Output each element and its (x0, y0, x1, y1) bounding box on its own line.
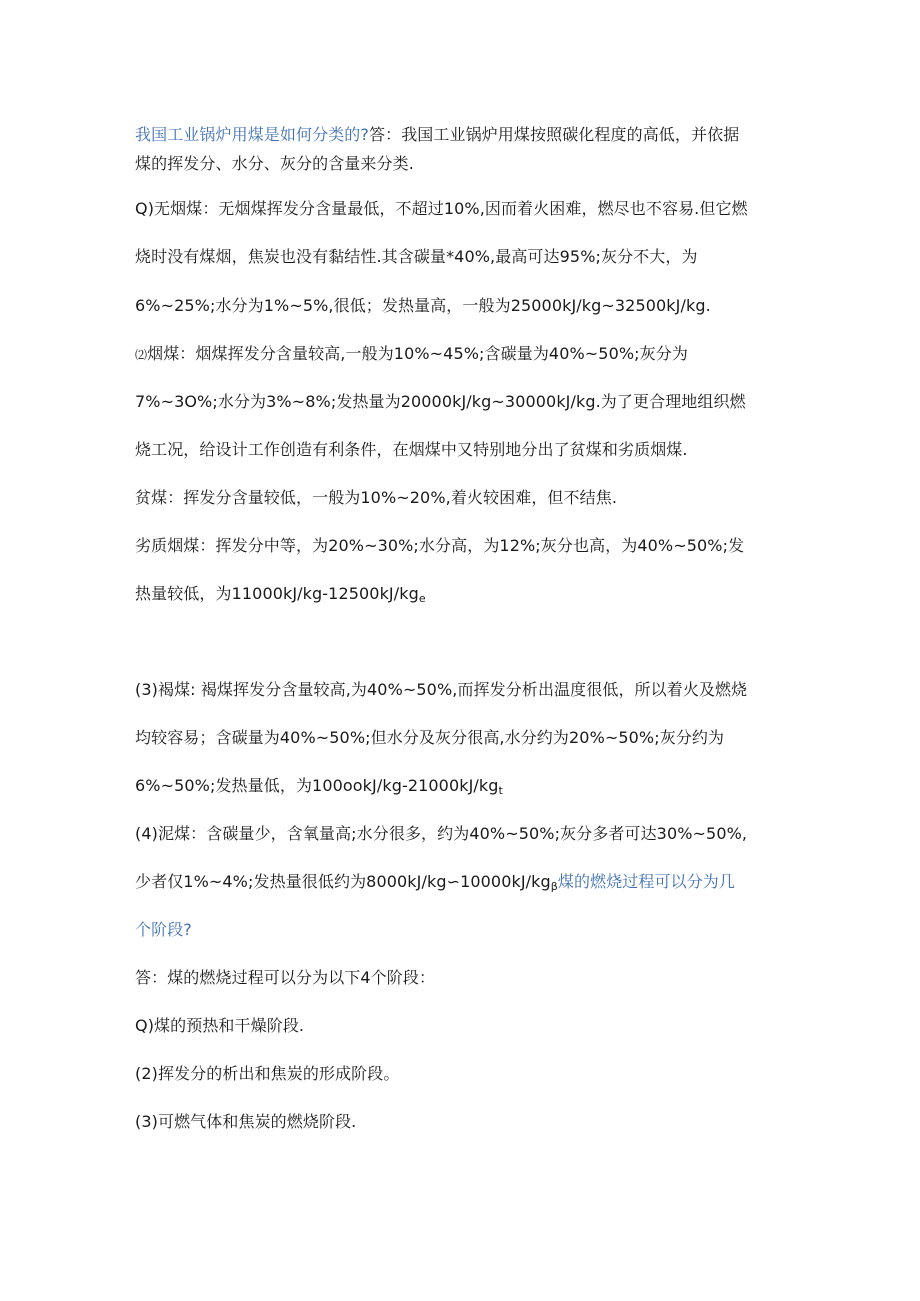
subscript-mark: e (418, 592, 426, 605)
anthracite-line-2: 烧时没有煤烟，焦炭也没有黏结性.其含碳量*40%,最高可达95%;灰分不大，为 (135, 247, 698, 266)
stage-3: (3)可燃气体和焦炭的燃烧阶段. (135, 1112, 357, 1131)
stage-1: Q)煤的预热和干燥阶段. (135, 1016, 305, 1035)
question-1: 我国工业锅炉用煤是如何分类的? (135, 125, 369, 144)
peat-line-1: (4)泥煤：含碳量少，含氧量高;水分很多，约为40%~50%;灰分多者可达30%~50%, (135, 824, 748, 843)
lean-coal-line: 贫煤：挥发分含量较低，一般为10%~20%,着火较困难，但不结焦. (135, 488, 618, 507)
subscript-mark: β (550, 880, 558, 893)
bituminous-line-3: 烧工况，给设计工作创造有利条件，在烟煤中又特别地分出了贫煤和劣质烟煤. (135, 440, 688, 459)
subscript-mark: t (498, 784, 503, 797)
anthracite-line-1: Q)无烟煤：无烟煤挥发分含量最低，不超过10%,因而着火困难，燃尽也不容易.但它燃 (135, 199, 748, 218)
answer-2: 答：煤的燃烧过程可以分为以下4个阶段： (135, 968, 436, 987)
lignite-text: 6%~50%;发热量低，为100ookJ∕kg-21000kJ∕kg (135, 776, 499, 795)
inferior-coal-line-1: 劣质烟煤：挥发分中等，为20%~30%;水分高，为12%;灰分也高，为40%~50%;发 (135, 536, 745, 555)
peat-text: 少者仅1%~4%;发热量很低约为8000kJ/kg∽10000kJ∕kg (135, 872, 551, 891)
paragraph-line: 煤的挥发分、水分、灰分的含量来分类. (135, 154, 414, 173)
lignite-line-2: 均较容易；含碳量为40%~50%;但水分及灰分很高,水分约为20%~50%;灰分约为 (135, 728, 725, 747)
bituminous-text: 烟煤：烟煤挥发分含量较高,一般为10%~45%;含碳量为40%~50%;灰分为 (147, 344, 688, 363)
bituminous-line-2: 7%~3O%;水分为3%~8%;发热量为20000kJ∕kg~30000kJ∕kg.为了更合理地组织燃 (135, 392, 746, 411)
inferior-coal-line-2 (135, 583, 426, 610)
anthracite-line-3: 6%~25%;水分为1%~5%,很低；发热量高，一般为25000kJ∕kg~32500kJ∕kg. (135, 296, 711, 315)
inferior-coal-text: 热量较低，为11000kJ∕kg-12500kJ∕kg (135, 584, 419, 603)
peat-line-2 (135, 871, 735, 898)
item-number: ⑵ (135, 348, 148, 362)
question-2-end: 个阶段? (135, 920, 192, 939)
lignite-line-3 (135, 775, 503, 802)
bituminous-line-1 (135, 343, 688, 366)
question-2: 煤的燃烧过程可以分为几 (557, 872, 736, 891)
answer-1-start: 答：我国工业锅炉用煤按照碳化程度的高低，并依据 (369, 125, 740, 144)
lignite-line-1: (3)褐煤: 褐煤挥发分含量较高,为40%~50%,而挥发分析出温度很低，所以着火及燃烧 (135, 680, 748, 699)
question-1-line (135, 124, 739, 146)
stage-2: (2)挥发分的析出和焦炭的形成阶段。 (135, 1064, 400, 1083)
